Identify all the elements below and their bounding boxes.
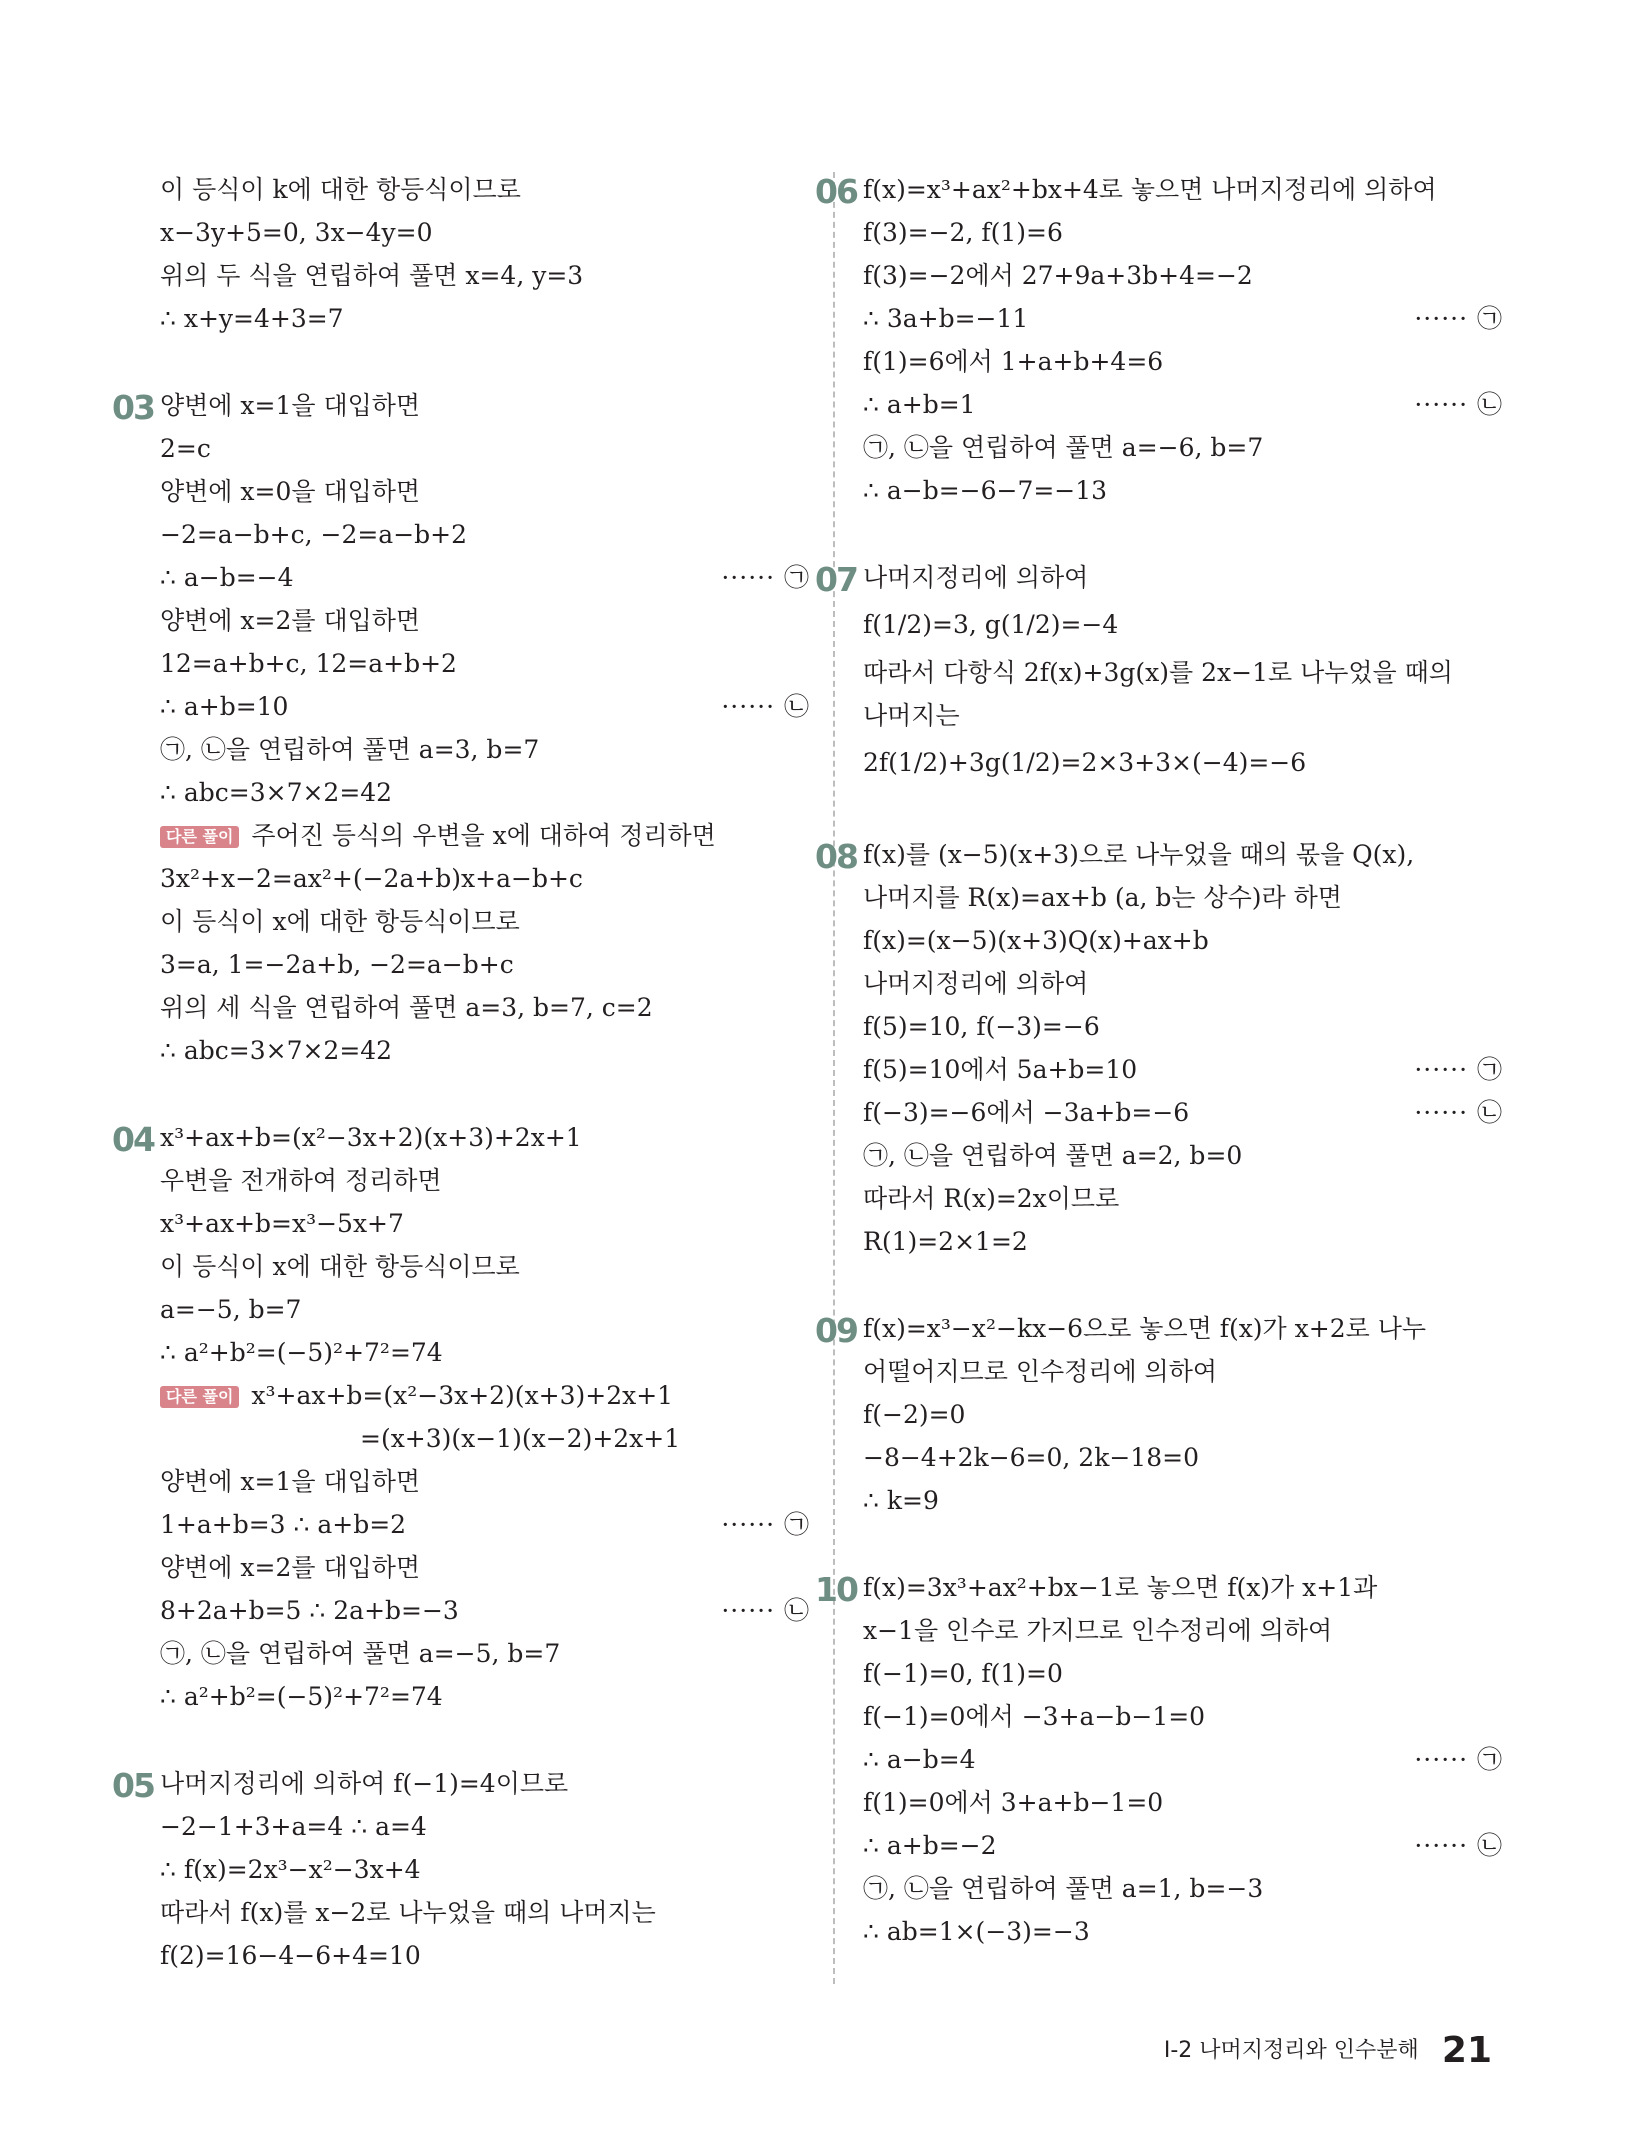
- solution-line: [160, 470, 810, 513]
- problem-09: [815, 1307, 1503, 1522]
- line-text: =(x+3)(x−1)(x−2)+2x+1: [360, 1424, 681, 1453]
- line-text: f(1)=6에서 1+a+b+4=6: [863, 347, 1164, 376]
- line-text: 양변에 x=1을 대입하면: [160, 1467, 421, 1496]
- solution-line: [863, 1220, 1503, 1263]
- line-text: ∴ a²+b²=(−5)²+7²=74: [160, 1338, 443, 1367]
- line-text: 이 등식이 k에 대한 항등식이므로: [160, 175, 521, 204]
- equation-marker: ······ ㉡: [721, 692, 810, 721]
- problem-number: 04: [112, 1120, 154, 1159]
- solution-line: [160, 857, 810, 900]
- solution-line: [863, 1609, 1503, 1652]
- solution-line: [160, 1417, 810, 1460]
- solution-line: [160, 427, 810, 470]
- solution-line: [863, 1048, 1503, 1091]
- equation-marker: ······ ㉡: [1414, 1098, 1503, 1127]
- line-text: f(1)=0에서 3+a+b−1=0: [863, 1788, 1164, 1817]
- solution-line: [863, 1436, 1503, 1479]
- line-text: 12=a+b+c, 12=a+b+2: [160, 649, 457, 678]
- line-text: 따라서 R(x)=2x이므로: [863, 1184, 1120, 1213]
- line-text: f(x)를 (x−5)(x+3)으로 나누었을 때의 몫을 Q(x),: [863, 840, 1415, 869]
- page-footer: [1164, 2030, 1492, 2071]
- line-text: f(3)=−2에서 27+9a+3b+4=−2: [863, 261, 1253, 290]
- solution-line: [160, 384, 810, 427]
- equation-marker: ······ ㉠: [721, 1510, 810, 1539]
- problem-10: [815, 1566, 1503, 1953]
- problem-04: [112, 1116, 810, 1718]
- line-text: 3=a, 1=−2a+b, −2=a−b+c: [160, 950, 514, 979]
- solution-line: [863, 919, 1503, 962]
- line-text: 나머지정리에 의하여: [863, 563, 1089, 592]
- problem-08: [815, 833, 1503, 1263]
- problem-03: [112, 384, 810, 1072]
- problem-07: [815, 556, 1503, 789]
- line-text: 양변에 x=1을 대입하면: [160, 391, 421, 420]
- line-text: ∴ a+b=−2: [863, 1831, 997, 1860]
- line-text: 나머지를 R(x)=ax+b (a, b는 상수)라 하면: [863, 883, 1342, 912]
- alt-solution-badge: 다른 풀이: [160, 1386, 239, 1408]
- solution-line: [160, 1762, 810, 1805]
- equation-marker: ······ ㉡: [1414, 390, 1503, 419]
- line-text: 8+2a+b=5 ∴ 2a+b=−3: [160, 1596, 459, 1625]
- solution-line: [863, 651, 1503, 694]
- solution-line: [160, 1202, 810, 1245]
- line-text: ∴ k=9: [863, 1486, 939, 1515]
- line-text: 이 등식이 x에 대한 항등식이므로: [160, 907, 520, 936]
- line-text: x³+ax+b=x³−5x+7: [160, 1209, 404, 1238]
- line-text: ∴ ab=1×(−3)=−3: [863, 1917, 1090, 1946]
- solution-line: [160, 986, 810, 1029]
- solution-line: [160, 728, 810, 771]
- solution-line: [160, 1805, 810, 1848]
- line-text: 2f(1/2)+3g(1/2)=2×3+3×(−4)=−6: [863, 748, 1307, 777]
- solution-line: [863, 1738, 1503, 1781]
- line-text: x³+ax+b=(x²−3x+2)(x+3)+2x+1: [251, 1381, 674, 1410]
- solution-line: [160, 1848, 810, 1891]
- line-text: ∴ a−b=−6−7=−13: [863, 476, 1108, 505]
- solution-line: [863, 1005, 1503, 1048]
- solution-line: [863, 1824, 1503, 1867]
- line-text: f(x)=(x−5)(x+3)Q(x)+ax+b: [863, 926, 1209, 955]
- solution-line: [160, 1029, 810, 1072]
- equation-marker: ······ ㉠: [1414, 304, 1503, 333]
- line-text: ㉠, ㉡을 연립하여 풀면 a=3, b=7: [160, 735, 540, 764]
- line-text: ∴ f(x)=2x³−x²−3x+4: [160, 1855, 421, 1884]
- line-text: ∴ abc=3×7×2=42: [160, 1036, 393, 1065]
- solution-line: [160, 900, 810, 943]
- line-text: 주어진 등식의 우변을 x에 대하여 정리하면: [251, 821, 716, 850]
- line-text: ∴ abc=3×7×2=42: [160, 778, 393, 807]
- solution-line: [863, 340, 1503, 383]
- solution-line: [863, 694, 1503, 737]
- solution-line: [863, 1867, 1503, 1910]
- solution-line: [160, 1245, 810, 1288]
- solution-line: [160, 254, 810, 297]
- line-text: 이 등식이 x에 대한 항등식이므로: [160, 1252, 520, 1281]
- solution-line: [863, 1479, 1503, 1522]
- equation-marker: ······ ㉠: [721, 563, 810, 592]
- problem-number: 05: [112, 1766, 154, 1805]
- solution-line: [160, 1116, 810, 1159]
- solution-line: [863, 556, 1503, 599]
- solution-line: [863, 1307, 1503, 1350]
- solution-line: [863, 1091, 1503, 1134]
- solution-line: [160, 1331, 810, 1374]
- line-text: f(5)=10에서 5a+b=10: [863, 1055, 1138, 1084]
- solution-line: [863, 383, 1503, 426]
- line-text: ∴ a²+b²=(−5)²+7²=74: [160, 1682, 443, 1711]
- line-text: −2−1+3+a=4 ∴ a=4: [160, 1812, 427, 1841]
- solution-line: [160, 1288, 810, 1331]
- solution-line: [863, 1910, 1503, 1953]
- solution-line: [160, 599, 810, 642]
- solution-line: [863, 297, 1503, 340]
- line-text: −8−4+2k−6=0, 2k−18=0: [863, 1443, 1199, 1472]
- line-text: 나머지정리에 의하여: [863, 969, 1089, 998]
- line-text: R(1)=2×1=2: [863, 1227, 1028, 1256]
- solution-line: [160, 1934, 810, 1977]
- left-column: [112, 168, 810, 1977]
- solution-line: [160, 814, 810, 857]
- line-text: 위의 세 식을 연립하여 풀면 a=3, b=7, c=2: [160, 993, 653, 1022]
- solution-line: [863, 1393, 1503, 1436]
- line-text: 1+a+b=3 ∴ a+b=2: [160, 1510, 407, 1539]
- equation-marker: ······ ㉡: [721, 1596, 810, 1625]
- line-text: f(x)=x³+ax²+bx+4로 놓으면 나머지정리에 의하여: [863, 175, 1437, 204]
- intro-block: [160, 168, 810, 340]
- solution-line: [863, 599, 1503, 651]
- solution-line: [160, 1632, 810, 1675]
- column-divider: [833, 172, 835, 1984]
- solution-line: [160, 211, 810, 254]
- line-text: 우변을 전개하여 정리하면: [160, 1166, 442, 1195]
- line-text: 나머지정리에 의하여 f(−1)=4이므로: [160, 1769, 569, 1798]
- solution-line: [160, 1460, 810, 1503]
- line-text: ∴ 3a+b=−11: [863, 304, 1029, 333]
- line-text: x³+ax+b=(x²−3x+2)(x+3)+2x+1: [160, 1123, 582, 1152]
- line-text: a=−5, b=7: [160, 1295, 302, 1324]
- problem-number: 10: [815, 1570, 857, 1609]
- problem-05: [112, 1762, 810, 1977]
- solution-line: [863, 1177, 1503, 1220]
- solution-line: [160, 1374, 810, 1417]
- solution-line: [863, 254, 1503, 297]
- line-text: f(−1)=0, f(1)=0: [863, 1659, 1063, 1688]
- line-text: f(1/2)=3, g(1/2)=−4: [863, 610, 1119, 639]
- line-text: ∴ a−b=−4: [160, 563, 294, 592]
- line-text: f(−2)=0: [863, 1400, 966, 1429]
- line-text: f(−1)=0에서 −3+a−b−1=0: [863, 1702, 1206, 1731]
- solution-line: [160, 168, 810, 211]
- line-text: f(x)=3x³+ax²+bx−1로 놓으면 f(x)가 x+1과: [863, 1573, 1378, 1602]
- solution-line: [863, 1652, 1503, 1695]
- line-text: 3x²+x−2=ax²+(−2a+b)x+a−b+c: [160, 864, 583, 893]
- solution-line: [160, 1159, 810, 1202]
- page-number: 21: [1441, 2030, 1492, 2071]
- alt-solution-badge: 다른 풀이: [160, 826, 239, 848]
- line-text: 나머지는: [863, 701, 960, 730]
- solution-line: [863, 426, 1503, 469]
- solution-line: [160, 1546, 810, 1589]
- line-text: x−3y+5=0, 3x−4y=0: [160, 218, 433, 247]
- line-text: 2=c: [160, 434, 211, 463]
- line-text: ㉠, ㉡을 연립하여 풀면 a=−6, b=7: [863, 433, 1264, 462]
- solution-line: [863, 469, 1503, 512]
- problem-number: 09: [815, 1311, 857, 1350]
- line-text: 양변에 x=2를 대입하면: [160, 1553, 421, 1582]
- solution-line: [863, 876, 1503, 919]
- problem-number: 03: [112, 388, 154, 427]
- line-text: ㉠, ㉡을 연립하여 풀면 a=1, b=−3: [863, 1874, 1264, 1903]
- solution-line: [160, 513, 810, 556]
- solution-line: [863, 737, 1503, 789]
- line-text: 위의 두 식을 연립하여 풀면 x=4, y=3: [160, 261, 584, 290]
- solution-line: [863, 1350, 1503, 1393]
- solution-line: [863, 1134, 1503, 1177]
- line-text: ∴ x+y=4+3=7: [160, 304, 344, 333]
- solution-line: [863, 211, 1503, 254]
- solution-line: [863, 1781, 1503, 1824]
- line-text: ∴ a+b=1: [863, 390, 976, 419]
- line-text: 양변에 x=2를 대입하면: [160, 606, 421, 635]
- equation-marker: ······ ㉠: [1414, 1055, 1503, 1084]
- line-text: 따라서 f(x)를 x−2로 나누었을 때의 나머지는: [160, 1898, 656, 1927]
- line-text: 어떨어지므로 인수정리에 의하여: [863, 1357, 1217, 1386]
- line-text: f(5)=10, f(−3)=−6: [863, 1012, 1100, 1041]
- line-text: f(−3)=−6에서 −3a+b=−6: [863, 1098, 1190, 1127]
- solution-line: [160, 1891, 810, 1934]
- line-text: ∴ a+b=10: [160, 692, 289, 721]
- solution-line: [160, 1675, 810, 1718]
- line-text: 양변에 x=0을 대입하면: [160, 477, 421, 506]
- solution-line: [160, 771, 810, 814]
- solution-line: [863, 833, 1503, 876]
- solution-line: [160, 1589, 810, 1632]
- problem-number: 08: [815, 837, 857, 876]
- line-text: ∴ a−b=4: [863, 1745, 976, 1774]
- line-text: −2=a−b+c, −2=a−b+2: [160, 520, 468, 549]
- solution-line: [160, 685, 810, 728]
- solution-line: [160, 297, 810, 340]
- solution-line: [863, 1695, 1503, 1738]
- line-text: ㉠, ㉡을 연립하여 풀면 a=−5, b=7: [160, 1639, 561, 1668]
- line-text: ㉠, ㉡을 연립하여 풀면 a=2, b=0: [863, 1141, 1243, 1170]
- equation-marker: ······ ㉡: [1414, 1831, 1503, 1860]
- line-text: f(3)=−2, f(1)=6: [863, 218, 1063, 247]
- solution-line: [160, 1503, 810, 1546]
- solution-line: [160, 556, 810, 599]
- problem-06: [815, 168, 1503, 512]
- line-text: f(2)=16−4−6+4=10: [160, 1941, 421, 1970]
- solution-line: [863, 1566, 1503, 1609]
- solution-line: [863, 962, 1503, 1005]
- right-column: [815, 168, 1503, 1953]
- solution-line: [863, 168, 1503, 211]
- line-text: f(x)=x³−x²−kx−6으로 놓으면 f(x)가 x+2로 나누: [863, 1314, 1426, 1343]
- solution-line: [160, 642, 810, 685]
- problem-number: 06: [815, 172, 857, 211]
- section-title: Ⅰ-2 나머지정리와 인수분해: [1163, 2038, 1419, 2063]
- problem-number: 07: [815, 560, 857, 599]
- solution-line: [160, 943, 810, 986]
- line-text: 따라서 다항식 2f(x)+3g(x)를 2x−1로 나누었을 때의: [863, 658, 1453, 687]
- line-text: x−1을 인수로 가지므로 인수정리에 의하여: [863, 1616, 1333, 1645]
- equation-marker: ······ ㉠: [1414, 1745, 1503, 1774]
